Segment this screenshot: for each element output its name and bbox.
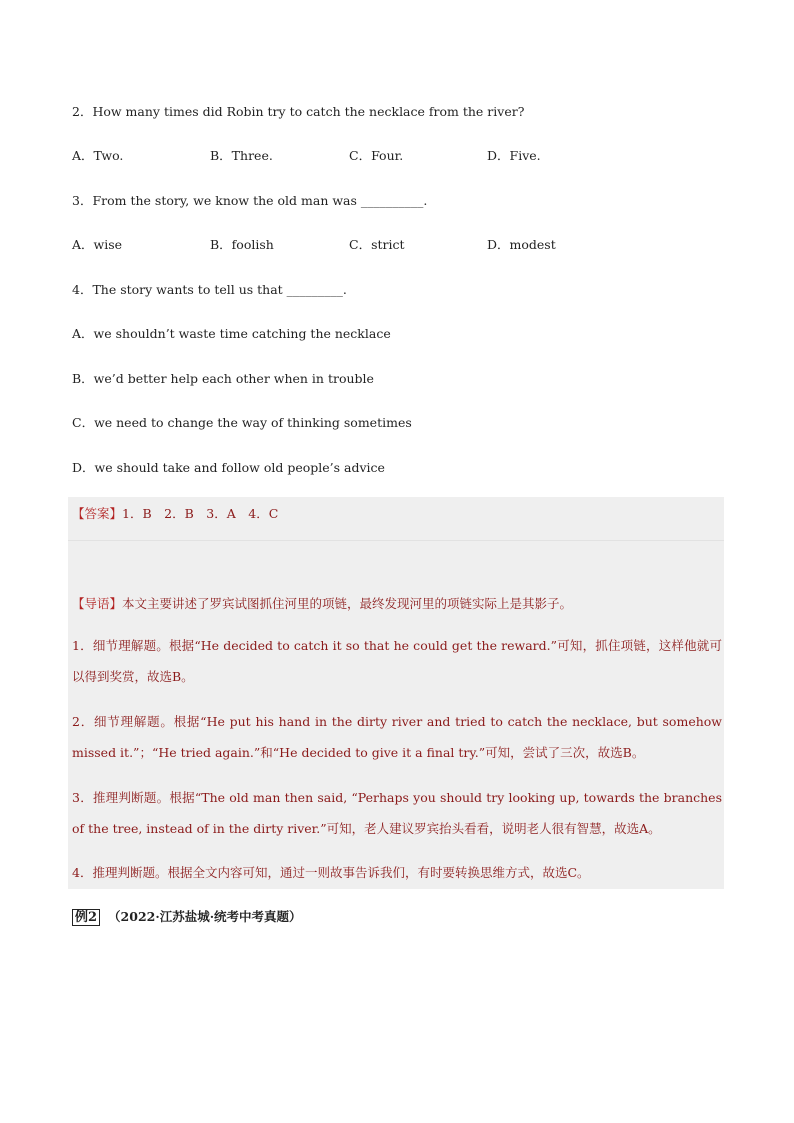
question-2-stem: 2．How many times did Robin try to catch the necklace from the river? xyxy=(72,104,525,119)
answer-divider xyxy=(68,540,724,541)
question-4-option-d: D．we should take and follow old people’s advice xyxy=(72,460,385,475)
question-4-option-b: B．we’d better help each other when in trouble xyxy=(72,371,374,386)
question-2-option-d: D．Five. xyxy=(487,148,541,163)
question-4-option-c: C．we need to change the way of thinking sometimes xyxy=(72,415,412,430)
question-4-stem: 4．The story wants to tell us that _________. xyxy=(72,282,347,297)
example-tag: 例2 xyxy=(72,909,100,926)
question-2-option-a: A．Two. xyxy=(72,148,124,163)
guide-line xyxy=(72,588,722,619)
question-3-option-b: B．foolish xyxy=(210,237,274,252)
explanation-2: 2．细节理解题。根据“He put his hand in the dirty river and tried to catch the necklace, but somehow missed it.”；“He tried again.”和“He decided to give it a final try.”可知，尝试了三次，故选B。 xyxy=(72,714,722,760)
answer-text: 1．B 2．B 3．A 4．C xyxy=(122,506,279,521)
explanation-1: 1．细节理解题。根据“He decided to catch it so that he could get the reward.”可知，抓住项链，这样他就可以得到奖赏，故选B。 xyxy=(72,638,722,684)
question-2-option-b: B．Three. xyxy=(210,148,273,163)
question-3-option-d: D．modest xyxy=(487,237,556,252)
question-4-option-a: A．we shouldn’t waste time catching the necklace xyxy=(72,326,391,341)
explanation-4: 4．推理判断题。根据全文内容可知，通过一则故事告诉我们，有时要转换思维方式，故选C。 xyxy=(72,865,590,880)
question-3-option-c: C．strict xyxy=(349,237,405,252)
guide-text: 本文主要讲述了罗宾试图抓住河里的项链，最终发现河里的项链实际上是其影子。 xyxy=(122,596,573,611)
question-3-option-a: A．wise xyxy=(72,237,123,252)
guide-label: 【导语】 xyxy=(72,596,123,611)
example-source: （2022·江苏盐城·统考中考真题） xyxy=(108,909,302,924)
question-2-option-c: C．Four. xyxy=(349,148,404,163)
example-heading xyxy=(72,909,302,926)
answer-line xyxy=(72,498,722,529)
answer-label: 【答案】 xyxy=(72,506,123,521)
explanation-3: 3．推理判断题。根据“The old man then said, “Perhaps you should try looking up, towards the branches of the tree, instead of in the dirty river.”可知，老人建议罗宾抬头看看，说明老人很有智慧，故选A。 xyxy=(72,790,722,836)
question-3-stem: 3．From the story, we know the old man was __________. xyxy=(72,193,428,208)
